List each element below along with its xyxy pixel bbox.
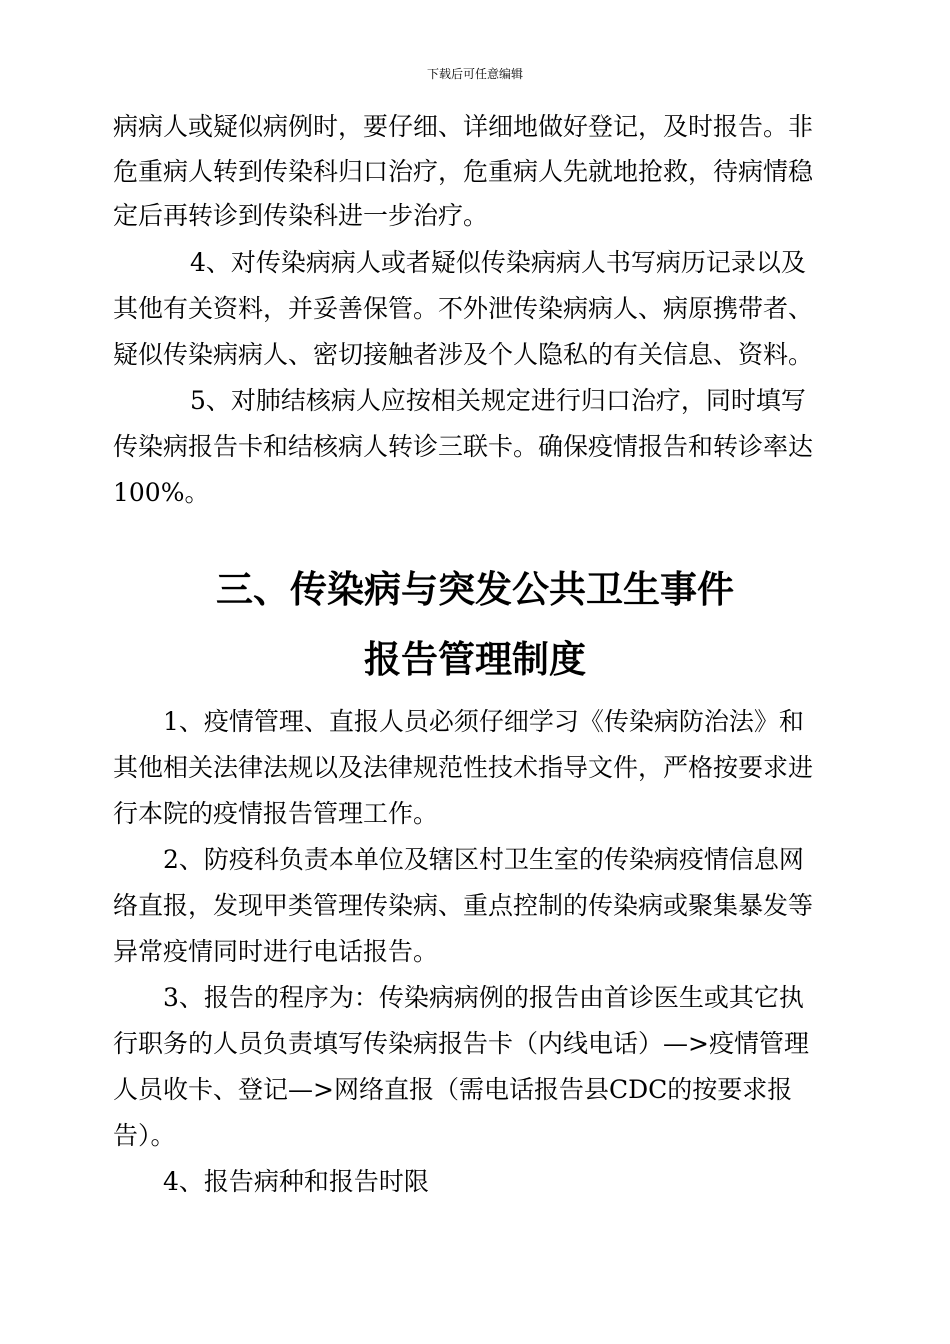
- body-line: 病病人或疑似病例时，要仔细、详细地做好登记，及时报告。非: [113, 112, 814, 141]
- section-line: 行职务的人员负责填写传染病报告卡（内线电话）—>疫情管理: [113, 1029, 809, 1058]
- body-line: 100%。: [113, 478, 210, 507]
- page-header-note: 下载后可任意编辑: [426, 67, 523, 81]
- body-line: 定后再转诊到传染科进一步治疗。: [113, 201, 489, 230]
- section-line: 异常疫情同时进行电话报告。: [113, 937, 439, 966]
- section-line: 1、疫情管理、直报人员必须仔细学习《传染病防治法》和: [163, 707, 804, 736]
- section-line: 行本院的疫情报告管理工作。: [113, 799, 439, 828]
- section-line: 告）。: [113, 1121, 176, 1150]
- section-line: 其他相关法律法规以及法律规范性技术指导文件，严格按要求进: [113, 753, 814, 782]
- section-title-line2: 报告管理制度: [364, 638, 586, 681]
- body-line: 传染病报告卡和结核病人转诊三联卡。确保疫情报告和转诊率达: [113, 432, 814, 461]
- body-line: 危重病人转到传染科归口治疗，危重病人先就地抢救，待病情稳: [113, 157, 814, 186]
- section-line: 4、报告病种和报告时限: [163, 1167, 429, 1196]
- body-line: 4、对传染病病人或者疑似传染病病人书写病历记录以及: [190, 248, 806, 277]
- section-line: 络直报，发现甲类管理传染病、重点控制的传染病或聚集暴发等: [113, 891, 814, 920]
- section-line: 3、报告的程序为：传染病病例的报告由首诊医生或其它执: [163, 983, 804, 1012]
- section-line: 2、防疫科负责本单位及辖区村卫生室的传染病疫情信息网: [163, 845, 804, 874]
- section-title-line1: 三、传染病与突发公共卫生事件: [216, 568, 734, 611]
- section-line: 人员收卡、登记—>网络直报（需电话报告县CDC的按要求报: [113, 1075, 793, 1104]
- body-line: 5、对肺结核病人应按相关规定进行归口治疗，同时填写: [190, 386, 806, 415]
- body-line: 疑似传染病病人、密切接触者涉及个人隐私的有关信息、资料。: [113, 340, 814, 369]
- body-line: 其他有关资料，并妥善保管。不外泄传染病病人、病原携带者、: [113, 294, 814, 323]
